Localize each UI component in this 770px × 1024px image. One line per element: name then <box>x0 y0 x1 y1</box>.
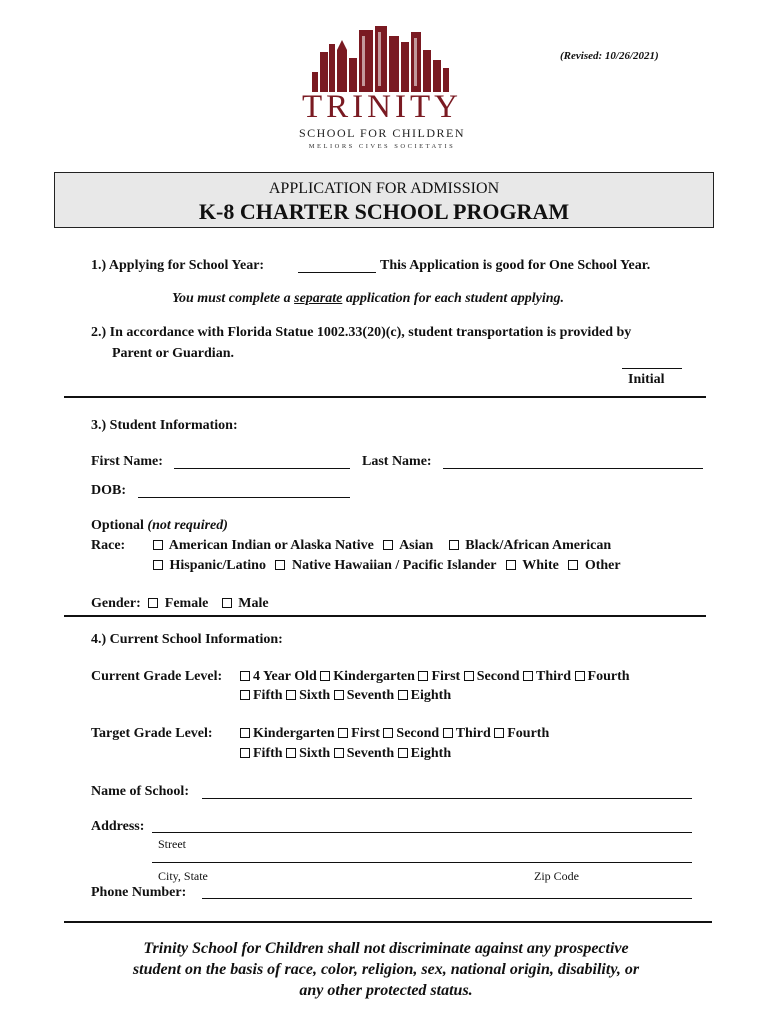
school-logo <box>292 22 472 154</box>
gender-option[interactable]: Male <box>222 596 269 611</box>
grade-option[interactable]: Fourth <box>575 669 630 684</box>
school-name-field[interactable] <box>202 798 692 799</box>
grade-option[interactable]: First <box>338 726 380 741</box>
title-line-2: K-8 CHARTER SCHOOL PROGRAM <box>198 199 570 224</box>
race-label: Race: <box>91 538 126 553</box>
gender-label: Gender: <box>91 596 141 611</box>
revised-date: (Revised: 10/26/2021) <box>560 50 659 62</box>
phone-field[interactable] <box>202 898 692 899</box>
last-name-label: Last Name: <box>362 454 432 469</box>
race-row-1 <box>153 538 617 554</box>
checkbox[interactable] <box>398 748 408 758</box>
last-name-field[interactable] <box>443 468 703 469</box>
target-grade-label: Target Grade Level: <box>91 726 213 741</box>
current-grade-row-2 <box>240 688 451 704</box>
checkbox[interactable] <box>523 671 533 681</box>
checkbox[interactable] <box>443 728 453 738</box>
checkbox[interactable] <box>153 540 163 550</box>
race-option[interactable]: Native Hawaiian / Pacific Islander <box>275 558 496 573</box>
checkbox[interactable] <box>506 560 516 570</box>
address-label: Address: <box>91 819 145 834</box>
school-info-heading: 4.) Current School Information: <box>91 632 283 647</box>
current-grade-row-1 <box>240 669 630 685</box>
skyline-icon <box>292 22 472 92</box>
divider-3 <box>64 921 712 923</box>
race-row-2 <box>153 558 627 574</box>
logo-motto: MELIORS CIVES SOCIETATIS <box>308 143 456 150</box>
title-line-1: APPLICATION FOR ADMISSION <box>268 180 500 197</box>
target-grade-row-2 <box>240 746 451 762</box>
school-year-field[interactable] <box>298 272 376 273</box>
grade-option[interactable]: Fourth <box>494 726 549 741</box>
checkbox[interactable] <box>494 728 504 738</box>
transport-line-1: 2.) In accordance with Florida Statue 1002.33(20)(c), student transportation is provided by <box>91 325 632 340</box>
grade-option[interactable]: Sixth <box>286 746 330 761</box>
grade-option[interactable]: Third <box>523 669 571 684</box>
current-grade-label: Current Grade Level: <box>91 669 223 684</box>
street-caption: Street <box>158 837 186 851</box>
race-option[interactable]: American Indian or Alaska Native <box>153 538 374 553</box>
initial-field[interactable] <box>622 368 682 369</box>
logo-name: TRINITY <box>302 89 462 125</box>
phone-label: Phone Number: <box>91 885 187 900</box>
initial-label: Initial <box>628 372 665 387</box>
grade-option[interactable]: Second <box>464 669 520 684</box>
checkbox[interactable] <box>240 690 250 700</box>
grade-option[interactable]: Fifth <box>240 746 283 761</box>
checkbox[interactable] <box>286 748 296 758</box>
footer-line-2: student on the basis of race, color, religion, sex, national origin, disability, or <box>132 961 640 978</box>
good-for-text: This Application is good for One School Year. <box>380 258 651 273</box>
race-option[interactable]: Black/African American <box>449 538 611 553</box>
checkbox[interactable] <box>275 560 285 570</box>
separate-note: You must complete a separate application for each student applying. <box>172 291 565 306</box>
grade-option[interactable]: Seventh <box>334 746 394 761</box>
grade-option[interactable]: 4 Year Old <box>240 669 317 684</box>
first-name-field[interactable] <box>174 468 350 469</box>
grade-option[interactable]: Third <box>443 726 491 741</box>
checkbox[interactable] <box>398 690 408 700</box>
dob-label: DOB: <box>91 483 126 498</box>
checkbox[interactable] <box>334 690 344 700</box>
checkbox[interactable] <box>240 748 250 758</box>
gender-option[interactable]: Female <box>148 596 208 611</box>
divider-1 <box>64 396 706 398</box>
non-discrimination-statement <box>54 938 718 1001</box>
school-year-label: 1.) Applying for School Year: <box>91 258 265 273</box>
grade-option[interactable]: Eighth <box>398 746 451 761</box>
target-grade-row-1 <box>240 726 549 742</box>
school-name-label: Name of School: <box>91 784 189 799</box>
first-name-label: First Name: <box>91 454 163 469</box>
optional-note: Optional (not required) <box>91 518 228 533</box>
city-zip-field[interactable] <box>152 862 692 863</box>
checkbox[interactable] <box>575 671 585 681</box>
gender-row <box>91 596 275 612</box>
race-option[interactable]: Hispanic/Latino <box>153 558 266 573</box>
checkbox[interactable] <box>320 671 330 681</box>
checkbox[interactable] <box>153 560 163 570</box>
checkbox[interactable] <box>464 671 474 681</box>
checkbox[interactable] <box>240 671 250 681</box>
grade-option[interactable]: Kindergarten <box>240 726 335 741</box>
dob-field[interactable] <box>138 497 350 498</box>
checkbox[interactable] <box>338 728 348 738</box>
grade-option[interactable]: Second <box>383 726 439 741</box>
race-option[interactable]: White <box>506 558 559 573</box>
race-option[interactable]: Other <box>568 558 620 573</box>
checkbox[interactable] <box>383 540 393 550</box>
logo-subtitle: SCHOOL FOR CHILDREN <box>298 126 466 140</box>
grade-option[interactable]: Sixth <box>286 688 330 703</box>
divider-2 <box>64 615 706 617</box>
checkbox[interactable] <box>286 690 296 700</box>
footer-line-3: any other protected status. <box>299 982 473 999</box>
footer-line-1: Trinity School for Children shall not discriminate against any prospective <box>143 940 629 957</box>
transport-line-2: Parent or Guardian. <box>112 346 234 361</box>
checkbox[interactable] <box>148 598 158 608</box>
grade-option[interactable]: First <box>418 669 460 684</box>
street-field[interactable] <box>152 832 692 833</box>
grade-option[interactable]: Eighth <box>398 688 451 703</box>
checkbox[interactable] <box>222 598 232 608</box>
grade-option[interactable]: Kindergarten <box>320 669 415 684</box>
checkbox[interactable] <box>334 748 344 758</box>
city-state-caption: City, State <box>158 869 208 883</box>
title-box <box>54 172 714 228</box>
race-option[interactable]: Asian <box>383 538 433 553</box>
checkbox[interactable] <box>240 728 250 738</box>
checkbox[interactable] <box>383 728 393 738</box>
grade-option[interactable]: Seventh <box>334 688 394 703</box>
checkbox[interactable] <box>568 560 578 570</box>
zip-caption: Zip Code <box>534 869 579 883</box>
checkbox[interactable] <box>449 540 459 550</box>
grade-option[interactable]: Fifth <box>240 688 283 703</box>
checkbox[interactable] <box>418 671 428 681</box>
student-info-heading: 3.) Student Information: <box>91 418 238 433</box>
